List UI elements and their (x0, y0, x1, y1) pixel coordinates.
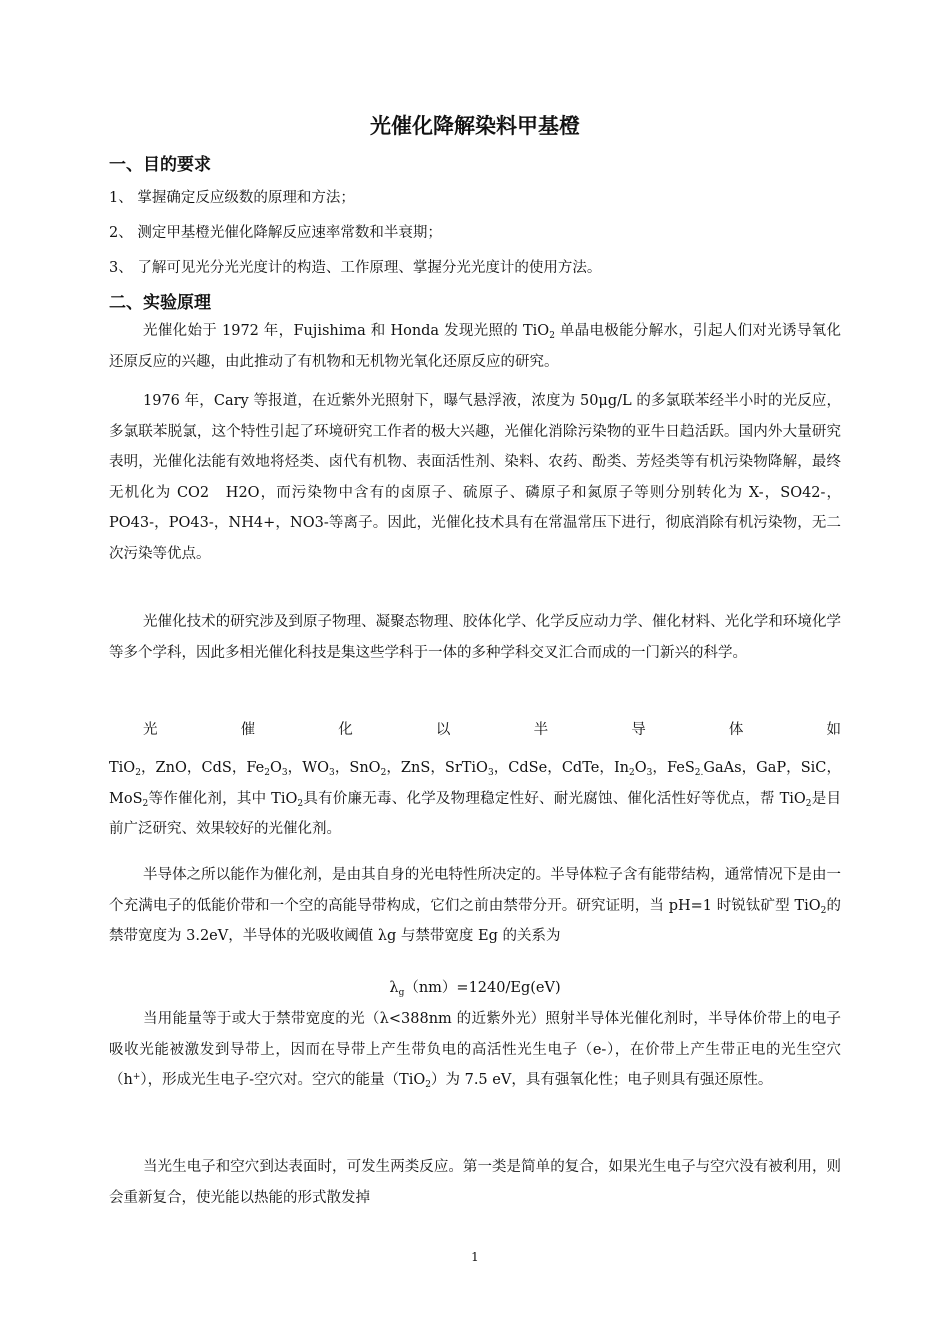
list-item: 2、 测定甲基橙光催化降解反应速率常数和半衰期； (109, 225, 442, 241)
page-number: 1 (471, 1250, 479, 1264)
list-item: 3、 了解可见光分光光度计的构造、工作原理、掌握分光光度计的使用方法。 (109, 260, 602, 276)
paragraph-spread-line: 光 催 化 以 半 导 体 如 (143, 722, 841, 738)
paragraph: 1976 年，Cary 等报道，在近紫外光照射下，曝气悬浮液，浓度为 50μg/L 的多氯联苯经半小时的光反应，多氯联苯脱氯，这个特性引起了环境研究工作者的极大兴趣，光催化消除污染物的亚牛日趋活跃。国内外大量研究表明，光催化法能有效地将烃类、卤代有机物、表面活性剂、染料、农药、酚类、芳烃类等有机污染物降解，最终无机化为 CO2 H2O，而污染物中含有的卤原子、硫原子、磷原子和氮原子等则分别转化为 X-，SO42-，PO43-，PO43-，NH4+，NO3-等离子。因此，光催化技术具有在常温常压下进行，彻底消除有机污染物，无二次污染等优点。 (109, 393, 841, 562)
paragraph: 光催化技术的研究涉及到原子物理、凝聚态物理、胶体化学、化学反应动力学、催化材料、光化学和环境化学等多个学科，因此多相光催化科技是集这些学科于一体的多种学科交叉汇合而成的一门新兴的科学。 (109, 614, 841, 661)
paragraph: 光催化始于 1972 年，Fujishima 和 Honda 发现光照的 TiO$_2$ 单晶电极能分解水，引起人们对光诱导氧化还原反应的兴趣，由此推动了有机物和无机物光氧化还原反应的研究。 (109, 323, 841, 370)
paragraph: 当光生电子和空穴到达表面时，可发生两类反应。第一类是简单的复合，如果光生电子与空穴没有被利用，则会重新复合，使光能以热能的形式散发掉 (109, 1159, 841, 1206)
list-item: 1、 掌握确定反应级数的原理和方法； (109, 190, 355, 206)
paragraph: 半导体之所以能作为催化剂，是由其自身的光电特性所决定的。半导体粒子含有能带结构，通常情况下是由一个充满电子的低能价带和一个空的高能导带构成，它们之前由禁带分开。研究证明，当 pH=1 时锐钛矿型 TiO$_2$的禁带宽度为 3.2eV，半导体的光吸收阈值 λg 与禁带宽度 Eg 的关系为 (109, 867, 841, 945)
page-title: 光催化降解染料甲基橙 (370, 114, 580, 138)
section-heading-principle: 二、实验原理 (109, 293, 211, 313)
paragraph: TiO$_2$，ZnO，CdS，$Fe_2O_3$，$WO_3$，SnO$_2$，ZnS，SrTiO$_3$，CdSe，CdTe，$In_2O_3$，FeS$_{2.}$GaAs，GaP，SiC，MoS$_2$等作催化剂，其中 TiO$_2$具有价廉无毒、化学及物理稳定性好、耐光腐蚀、催化活性好等优点，帮 TiO$_2$是目前广泛研究、效果较好的光催化剂。 (109, 760, 841, 838)
section-heading-objectives: 一、目的要求 (109, 155, 211, 175)
formula: $\lambda_g(nm)=1240/Eg(eV)$ (389, 980, 561, 998)
paragraph: 当用能量等于或大于禁带宽度的光（λ<388nm 的近紫外光）照射半导体光催化剂时，半导体价带上的电子吸收光能被激发到导带上，因而在导带上产生带负电的高活性光生电子（e-），在价带上产生带正电的光生空穴（h+），形成光生电子-空穴对。空穴的能量（TiO$_2$）为 7.5 eV，具有强氧化性；电子则具有强还原性。 (109, 1011, 841, 1091)
